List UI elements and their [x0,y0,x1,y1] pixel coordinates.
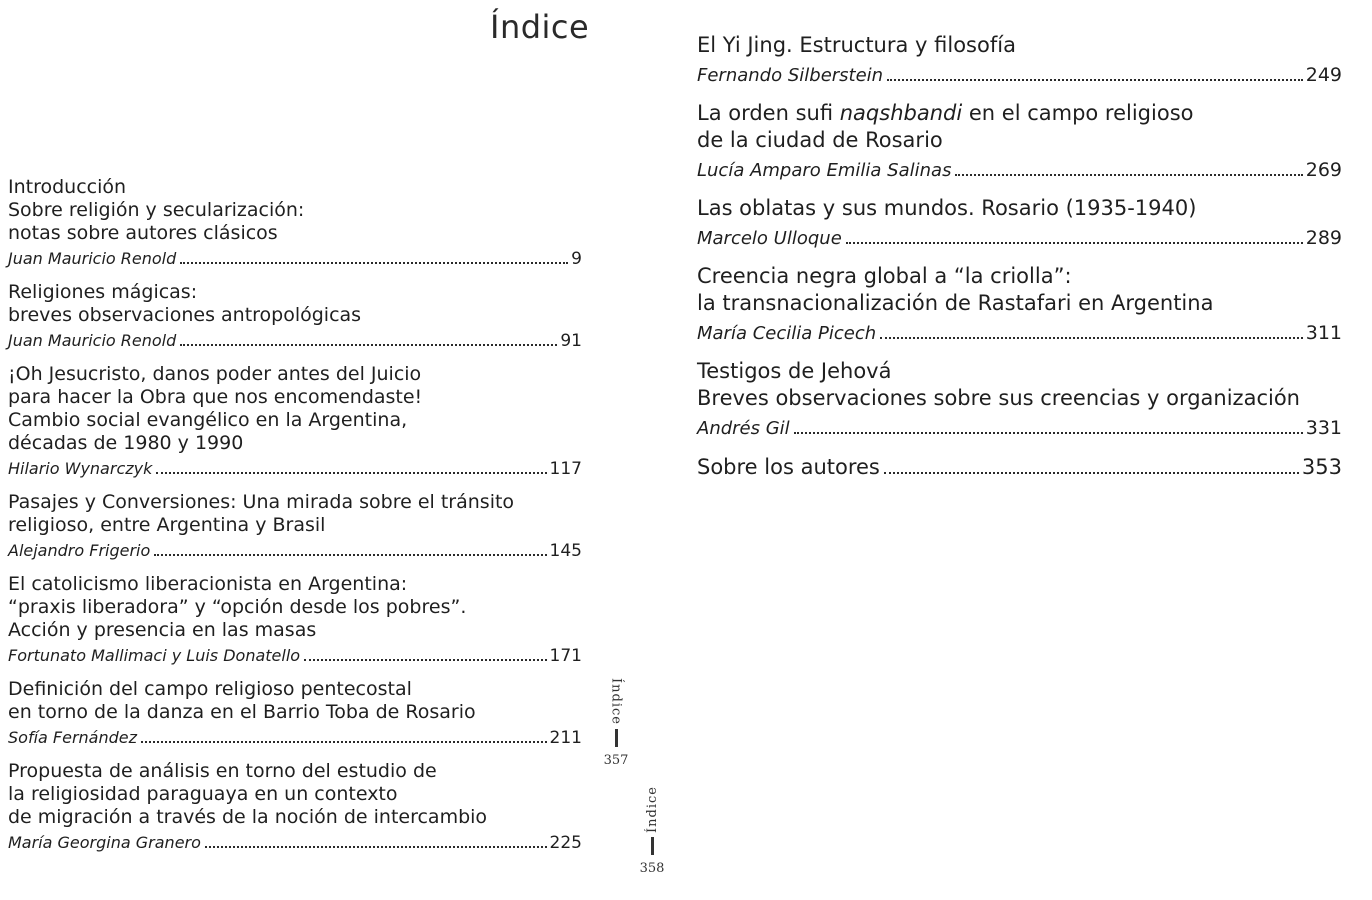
dot-leader [141,741,547,743]
entry-title-line: décadas de 1980 y 1990 [8,432,244,454]
entry-title-line: “praxis liberadora” y “opción desde los pobres”. [8,596,467,618]
toc-entry [697,195,1342,253]
dot-leader [880,337,1303,339]
entry-title-line: Pasajes y Conversiones: Una mirada sobre el tránsito [8,491,515,513]
toc-entry [8,491,582,563]
entry-title-line: para hacer la Obra que nos encomendaste! [8,386,423,408]
entry-page-number: 289 [1305,227,1342,249]
author-row [697,61,1342,90]
toc-entry [697,100,1342,185]
entry-author: Hilario Wynarczyk [8,459,153,478]
entry-title-line: El catolicismo liberacionista en Argentina: [8,573,408,595]
entry-title-line [697,100,1342,127]
toc-entry [8,281,582,353]
entry-title-line: ¡Oh Jesucristo, danos poder antes del Juicio [8,363,422,385]
closing-entry [697,453,1342,481]
folio-rule [615,729,618,747]
author-row [8,726,582,750]
author-row [697,156,1342,185]
entry-page-number: 331 [1305,417,1342,439]
entry-title-line: Introducción [8,176,127,198]
folio-rule [651,837,654,855]
dot-leader [154,554,546,556]
entry-page-number: 225 [549,833,582,853]
author-row [8,539,582,563]
dot-leader [180,344,557,346]
author-row [697,224,1342,253]
toc-entry [697,263,1342,348]
entry-title-line: Acción y presencia en las masas [8,619,317,641]
dot-leader [304,659,546,661]
toc-left-column [8,176,582,865]
running-head-right [632,786,672,876]
entry-author: Andrés Gil [697,418,790,439]
entry-title-line: El Yi Jing. Estructura y filosofía [697,33,1016,57]
entry-title-line: Definición del campo religioso pentecostal [8,678,412,700]
entry-page-number: 211 [549,728,582,748]
entry-title-line: Sobre religión y secularización: [8,199,305,221]
entry-page-number: 117 [549,459,582,479]
author-row [8,457,582,481]
entry-title-line: Creencia negra global a “la criolla”: [697,264,1072,288]
author-row [8,831,582,855]
entry-title-line: la transnacionalización de Rastafari en Argentina [697,291,1214,315]
running-head-label: Índice [608,678,624,725]
entry-title-text: La orden sufi [697,101,840,125]
author-row [8,247,582,271]
toc-right-column [697,32,1342,481]
entry-author: Marcelo Ulloque [697,228,842,249]
entry-page-number: 9 [571,249,582,269]
entry-title-line: breves observaciones antropológicas [8,304,362,326]
entry-title-line: Cambio social evangélico en la Argentina, [8,409,408,431]
entry-author: Alejandro Frigerio [8,541,151,560]
entry-title-line: Breves observaciones sobre sus creencias y organización [697,386,1300,410]
entry-author: Fernando Silberstein [697,65,884,86]
entry-title-line: religioso, entre Argentina y Brasil [8,514,326,536]
toc-entry [8,760,582,855]
author-row [8,329,582,353]
entry-title-line: Testigos de Jehová [697,359,892,383]
entry-title-line: notas sobre autores clásicos [8,222,278,244]
author-row [697,319,1342,348]
entry-page-number: 311 [1305,322,1342,344]
entry-title-line: Propuesta de análisis en torno del estudio de [8,760,437,782]
running-head-label: Índice [644,786,660,833]
entry-title-line: la religiosidad paraguaya en un contexto [8,783,398,805]
entry-title-line: Religiones mágicas: [8,281,198,303]
author-row [697,414,1342,443]
toc-entry [8,363,582,481]
entry-title-line: de migración a través de la noción de intercambio [8,806,488,828]
toc-entry [8,678,582,750]
entry-author: Lucía Amparo Emilia Salinas [697,160,952,181]
toc-entry [8,573,582,668]
dot-leader [846,242,1303,244]
page-title: Índice [490,8,590,46]
dot-leader [955,174,1302,176]
dot-leader [156,472,546,474]
dot-leader [794,432,1303,434]
entry-title-line: en torno de la danza en el Barrio Toba de Rosario [8,701,476,723]
entry-author: María Georgina Granero [8,833,201,852]
toc-entry [697,358,1342,443]
entry-title-text: en el campo religioso [962,101,1194,125]
entry-title-line: de la ciudad de Rosario [697,128,943,152]
toc-entry [8,176,582,271]
dot-leader [884,472,1299,474]
dot-leader [180,262,568,264]
entry-author: Juan Mauricio Renold [8,331,177,350]
entry-page-number: 269 [1305,159,1342,181]
entry-page-number: 249 [1305,64,1342,86]
running-head-left [596,678,636,768]
entry-author: Juan Mauricio Renold [8,249,177,268]
closing-entry-page-number: 353 [1301,455,1342,479]
entry-author: Sofía Fernández [8,728,138,747]
entry-page-number: 171 [549,646,582,666]
entry-author: Fortunato Mallimaci y Luis Donatello [8,646,301,665]
entry-title-italic: naqshbandi [839,101,963,125]
entry-title-line: Las oblatas y sus mundos. Rosario (1935-1940) [697,196,1197,220]
entry-author: María Cecilia Picech [697,323,877,344]
dot-leader [887,79,1303,81]
entry-page-number: 145 [549,541,582,561]
folio-number: 357 [603,752,629,768]
dot-leader [205,846,547,848]
folio-number: 358 [639,860,665,876]
author-row [8,644,582,668]
closing-entry-title: Sobre los autores [697,455,880,479]
toc-entry [697,32,1342,90]
entry-page-number: 91 [560,331,582,351]
